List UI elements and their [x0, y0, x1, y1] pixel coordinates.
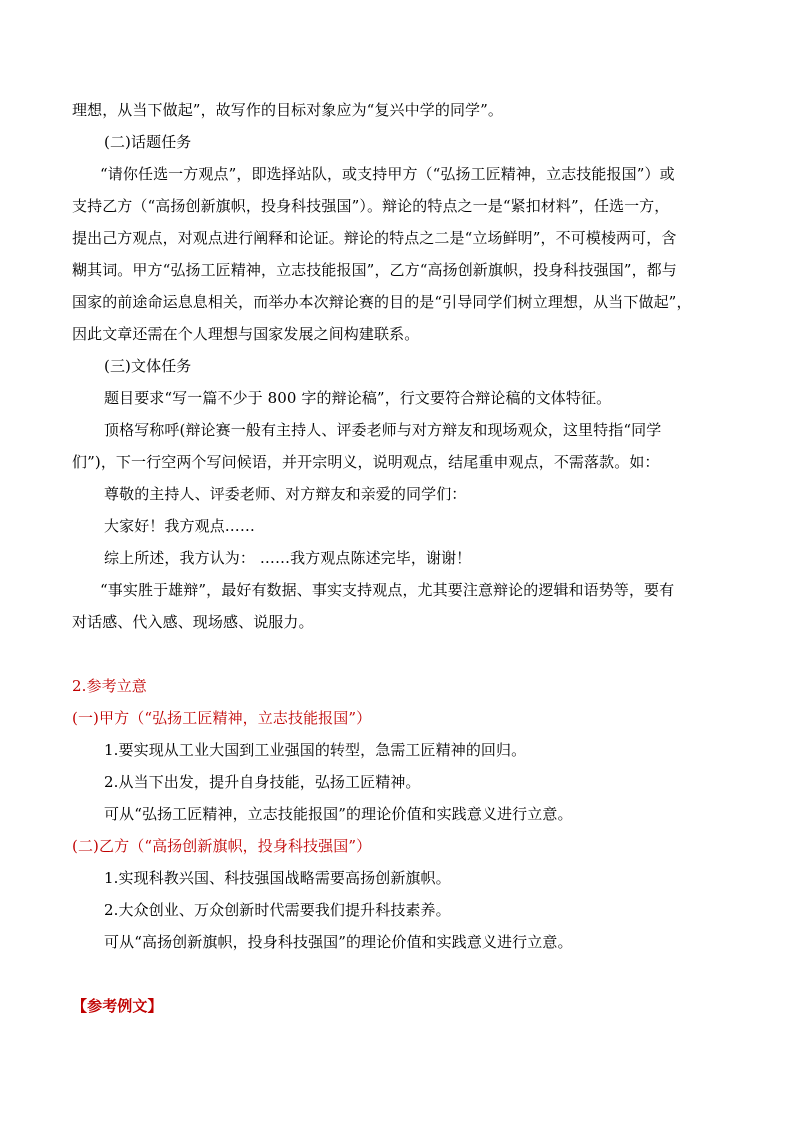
side-a-suffix: ） — [356, 709, 372, 727]
paragraph-line: 题目要求“写一篇不少于 800 字的辩论稿”，行文要符合辩论稿的文体特征。 — [104, 389, 612, 407]
side-b-suffix: ） — [356, 837, 372, 855]
example-closing: 综上所述，我方认为： ……我方观点陈述完毕，谢谢！ — [104, 549, 472, 567]
side-a-item: 2.从当下出发，提升自身技能，弘扬工匠精神。 — [104, 773, 421, 791]
paragraph-line: 们”)，下一行空两个写问候语，并开宗明义，说明观点，结尾重申观点，不需落款。如： — [72, 453, 660, 471]
side-a-item: 可从“弘扬工匠精神，立志技能报国”的理论价值和实践意义进行立意。 — [104, 805, 573, 823]
paragraph-line: 顶格写称呼(辩论赛一般有主持人、评委老师与对方辩友和现场观众，这里特指“同学 — [104, 421, 662, 439]
side-a-item: 1.要实现从工业大国到工业强国的转型，急需工匠精神的回归。 — [104, 741, 527, 759]
example-opening: 大家好！我方观点…… — [104, 517, 256, 535]
paragraph-continuation: 理想，从当下做起”，故写作的目标对象应为“复兴中学的同学”。 — [72, 101, 504, 119]
side-b-quote: “高扬创新旗帜，投身科技强国” — [144, 837, 357, 855]
example-greeting: 尊敬的主持人、评委老师、对方辩友和亲爱的同学们： — [104, 485, 467, 503]
paragraph-line: 对话感、代入感、现场感、说服力。 — [72, 613, 314, 631]
paragraph-line: “事实胜于雄辩”，最好有数据、事实支持观点，尤其要注意辩论的逻辑和语势等，要有 — [100, 581, 675, 599]
subheading-genre-task: (三)文体任务 — [104, 357, 192, 375]
paragraph-line: “请你任选一方观点”，即选择站队，或支持甲方（“弘扬工匠精神，立志技能报国”）或 — [100, 165, 675, 183]
subheading-topic-task: (二)话题任务 — [104, 133, 192, 151]
section-heading-reference-ideas: 2.参考立意 — [72, 677, 147, 695]
sample-essay-heading: 【参考例文】 — [72, 997, 163, 1015]
paragraph-line: 因此文章还需在个人理想与国家发展之间构建联系。 — [72, 325, 420, 343]
side-b-heading — [72, 836, 732, 856]
side-a-heading — [72, 708, 732, 728]
paragraph-line: 国家的前途命运息息相关，而举办本次辩论赛的目的是“引导同学们树立理想，从当下做起”， — [72, 293, 692, 311]
side-a-quote: “弘扬工匠精神，立志技能报国” — [144, 709, 357, 727]
paragraph-line: 糊其词。甲方“弘扬工匠精神，立志技能报国”，乙方“高扬创新旗帜，投身科技强国”，都与 — [72, 261, 677, 279]
paragraph-line: 提出己方观点，对观点进行阐释和论证。辩论的特点之二是“立场鲜明”，不可模棱两可，含 — [72, 229, 677, 247]
paragraph-line: 支持乙方（“高扬创新旗帜，投身科技强国”）。辩论的特点之一是“紧扣材料”，任选一方， — [72, 197, 670, 215]
side-a-prefix: (一)甲方（ — [72, 709, 145, 727]
side-b-item: 2.大众创业、万众创新时代需要我们提升科技素养。 — [104, 901, 451, 919]
side-b-prefix: (二)乙方（ — [72, 837, 145, 855]
side-b-item: 可从“高扬创新旗帜，投身科技强国”的理论价值和实践意义进行立意。 — [104, 933, 573, 951]
side-b-item: 1.实现科教兴国、科技强国战略需要高扬创新旗帜。 — [104, 869, 451, 887]
